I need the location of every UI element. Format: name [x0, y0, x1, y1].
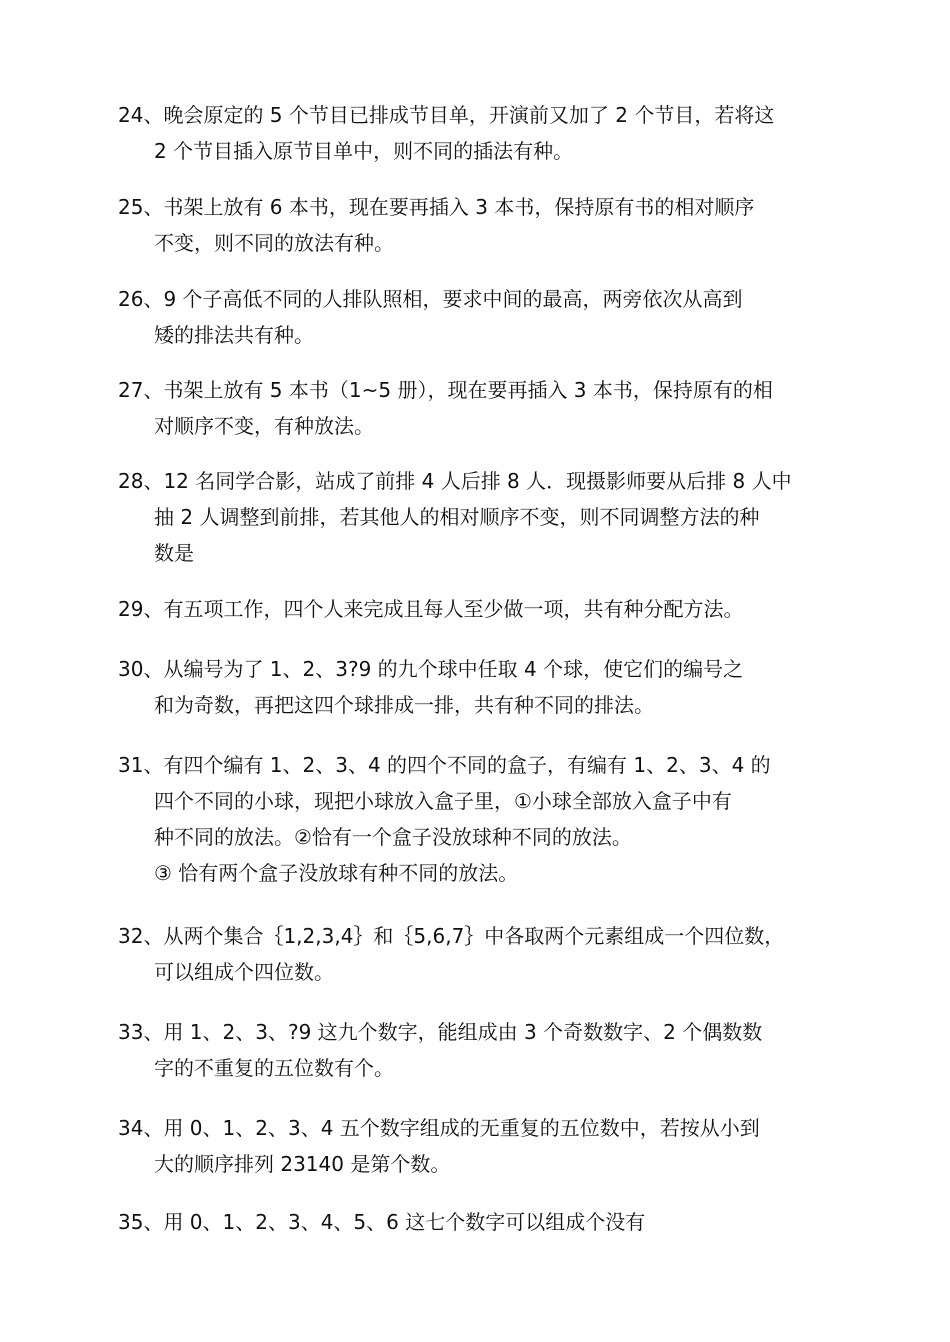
- question-line: 种不同的放法。②恰有一个盒子没放球种不同的放法。: [154, 825, 632, 849]
- question-line: 35、用 0、1、2、3、4、5、6 这七个数字可以组成个没有: [118, 1210, 646, 1234]
- question-line: 27、书架上放有 5 本书（1~5 册），现在要再插入 3 本书，保持原有的相: [118, 378, 773, 402]
- question-line: 2 个节目插入原节目单中，则不同的插法有种。: [154, 139, 574, 163]
- question-line: 31、有四个编有 1、2、3、4 的四个不同的盒子，有编有 1、2、3、4 的: [118, 753, 771, 777]
- question-29: [118, 591, 838, 627]
- question-line: 对顺序不变，有种放法。: [154, 414, 374, 438]
- question-31: [118, 747, 838, 891]
- question-line: ③ 恰有两个盒子没放球有种不同的放法。: [154, 861, 519, 885]
- question-line: 32、从两个集合｛1,2,3,4｝和｛5,6,7｝中各取两个元素组成一个四位数，: [118, 924, 785, 948]
- question-25: [118, 189, 838, 261]
- question-26: [118, 281, 838, 353]
- question-line: 29、有五项工作，四个人来完成且每人至少做一项，共有种分配方法。: [118, 597, 744, 621]
- question-line: 34、用 0、1、2、3、4 五个数字组成的无重复的五位数中，若按从小到: [118, 1116, 760, 1140]
- question-line: 四个不同的小球，现把小球放入盒子里，①小球全部放入盒子中有: [154, 789, 732, 813]
- question-line: 33、用 1、2、3、?9 这九个数字，能组成由 3 个奇数数字、2 个偶数数: [118, 1020, 763, 1044]
- question-line: 28、12 名同学合影，站成了前排 4 人后排 8 人．现摄影师要从后排 8 人中: [118, 469, 792, 493]
- question-line: 24、晚会原定的 5 个节目已排成节目单，开演前又加了 2 个节目，若将这: [118, 103, 775, 127]
- question-24: [118, 97, 838, 169]
- question-35: [118, 1204, 838, 1240]
- question-line: 30、从编号为了 1、2、3?9 的九个球中任取 4 个球，使它们的编号之: [118, 657, 744, 681]
- question-line: 和为奇数，再把这四个球排成一排，共有种不同的排法。: [154, 693, 654, 717]
- question-33: [118, 1014, 838, 1086]
- question-27: [118, 372, 838, 444]
- question-34: [118, 1110, 838, 1182]
- question-30: [118, 651, 838, 723]
- question-32: [118, 918, 838, 990]
- question-28: [118, 463, 838, 571]
- question-line: 26、9 个子高低不同的人排队照相，要求中间的最高，两旁依次从高到: [118, 287, 743, 311]
- question-line: 25、书架上放有 6 本书，现在要再插入 3 本书，保持原有书的相对顺序: [118, 195, 755, 219]
- question-line: 抽 2 人调整到前排，若其他人的相对顺序不变，则不同调整方法的种: [154, 505, 760, 529]
- question-line: 字的不重复的五位数有个。: [154, 1056, 394, 1080]
- question-line: 大的顺序排列 23140 是第个数。: [154, 1152, 451, 1176]
- question-line: 不变，则不同的放法有种。: [154, 231, 394, 255]
- question-line: 数是: [154, 541, 194, 565]
- question-line: 矮的排法共有种。: [154, 323, 314, 347]
- question-line: 可以组成个四位数。: [154, 960, 334, 984]
